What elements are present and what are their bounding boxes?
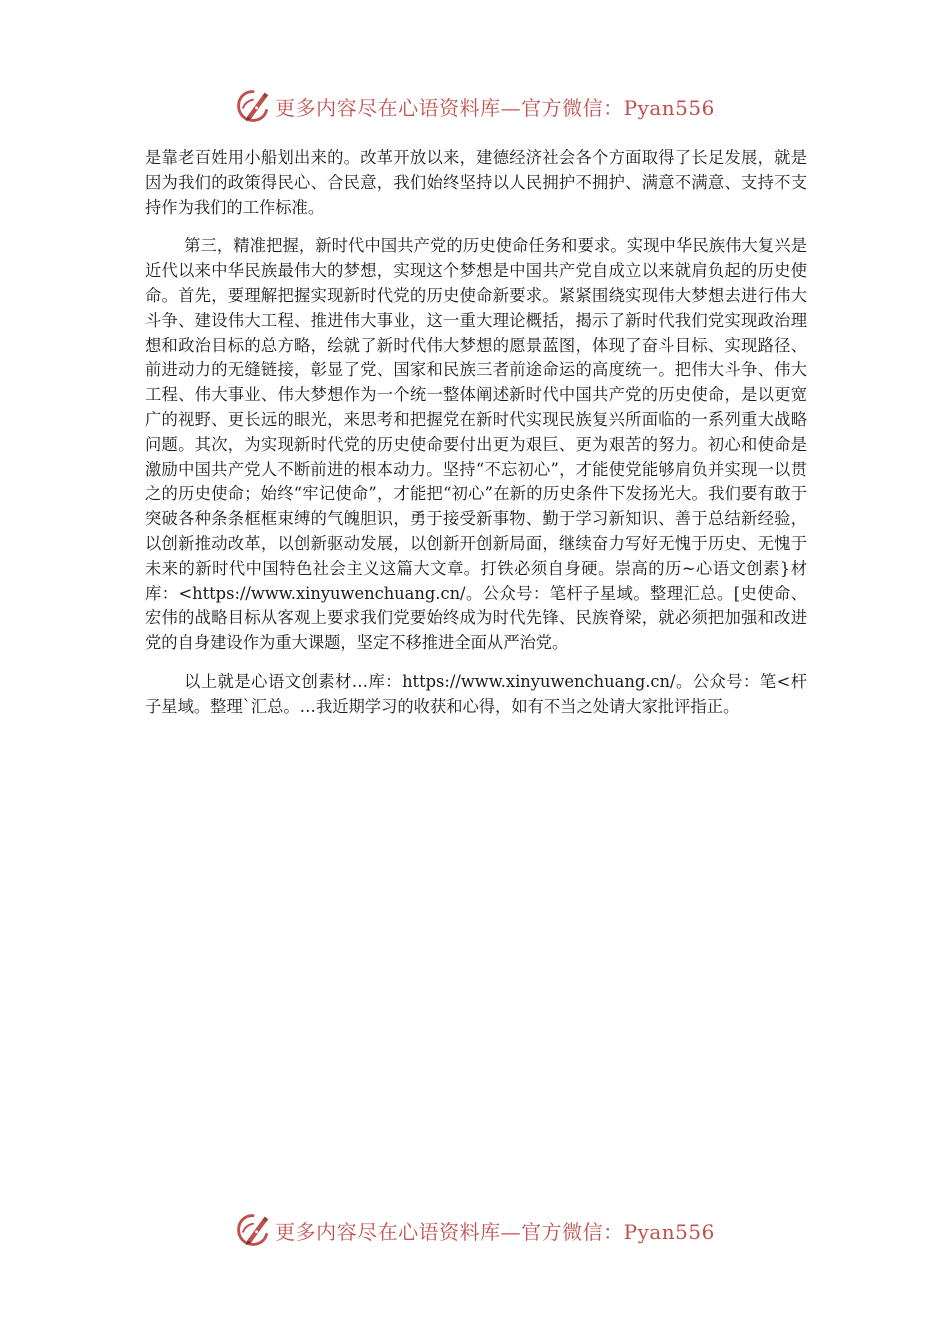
document-body [145,146,807,720]
header-banner-content [235,88,715,124]
pen-logo-icon [235,1212,271,1248]
footer-banner-content [235,1212,715,1248]
paragraph-2: 第三，精准把握，新时代中国共产党的历史使命任务和要求。实现中华民族伟大复兴是近代以来中华民族最伟大的梦想，实现这个梦想是中国共产党自成立以来就肩负起的历史使命。首先，要理解把握实现新时代党的历史使命新要求。紧紧围绕实现伟大梦想去进行伟大斗争、建设伟大工程、推进伟大事业，这一重大理论概括，揭示了新时代我们党实现政治理想和政治目标的总方略，绘就了新时代伟大梦想的愿景蓝图，体现了奋斗目标、实现路径、前进动力的无缝链接，彰显了党、国家和民族三者前途命运的高度统一。把伟大斗争、伟大工程、伟大事业、伟大梦想作为一个统一整体阐述新时代中国共产党的历史使命，是以更宽广的视野、更长远的眼光，来思考和把握党在新时代实现民族复兴所面临的一系列重大战略问题。其次，为实现新时代党的历史使命要付出更为艰巨、更为艰苦的努力。初心和使命是激励中国共产党人不断前进的根本动力。坚持“不忘初心”，才能使党能够肩负并实现一以贯之的历史使命；始终“牢记使命”，才能把“初心”在新的历史条件下发扬光大。我们要有敢于突破各种条条框框束缚的气魄胆识，勇于接受新事物、勤于学习新知识、善于总结新经验，以创新推动改革，以创新驱动发展，以创新开创新局面，继续奋力写好无愧于历史、无愧于未来的新时代中国特色社会主义这篇大文章。打铁必须自身硬。崇高的历~心语文创素}材库：<https://www.xinyuwenchuang.cn/。公众号：笔杆子星域。整理汇总。[史使命、宏伟的战略目标从客观上要求我们党要始终成为时代先锋、民族脊梁，就必须把加强和改进党的自身建设作为重大课题，坚定不移推进全面从严治党。 [145,236,807,653]
paragraph-1: 是靠老百姓用小船划出来的。改革开放以来，建德经济社会各个方面取得了长足发展，就是因为我们的政策得民心、合民意，我们始终坚持以人民拥护不拥护、满意不满意、支持不支持作为我们的工作标准。 [145,148,807,217]
pen-logo-icon [235,88,271,124]
header-banner [0,84,950,128]
header-banner-text: 更多内容尽在心语资料库—官方微信：Pyan556 [275,95,715,120]
footer-banner-text: 更多内容尽在心语资料库—官方微信：Pyan556 [275,1219,715,1244]
paragraph-gap [145,656,807,670]
paragraph-gap [145,220,807,234]
footer-banner [0,1208,950,1252]
paragraph-3: 以上就是心语文创素材…库：https://www.xinyuwenchuang.cn/。公众号：笔<杆子星域。整理`汇总。…我近期学习的收获和心得，如有不当之处请大家批评指正。 [145,671,807,716]
